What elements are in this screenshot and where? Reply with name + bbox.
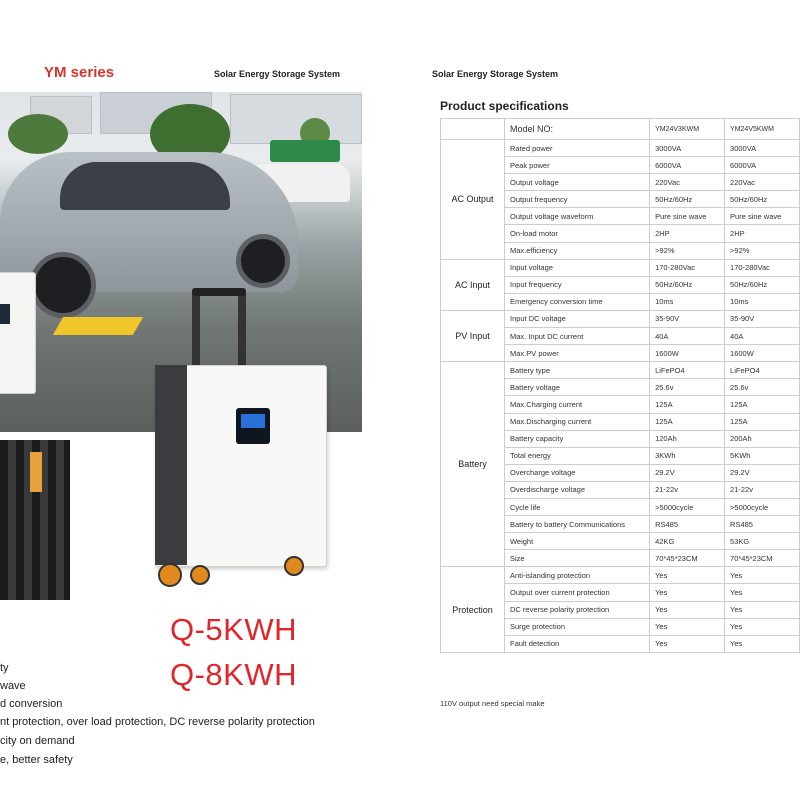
spec-param: Battery capacity: [504, 430, 649, 447]
spec-param: Size: [504, 550, 649, 567]
spec-value-model-1: 120Ah: [650, 430, 725, 447]
spec-value-model-1: LiFePO4: [650, 362, 725, 379]
spec-param: Output over current protection: [504, 584, 649, 601]
spec-value-model-1: RS485: [650, 516, 725, 533]
spec-value-model-1: 50Hz/60Hz: [650, 191, 725, 208]
spec-param: DC reverse polarity protection: [504, 601, 649, 618]
spec-value-model-1: 35-90V: [650, 310, 725, 327]
spec-table: [440, 118, 800, 653]
spec-param: Max.efficiency: [504, 242, 649, 259]
spec-value-model-2: Yes: [725, 601, 800, 618]
spec-value-model-2: RS485: [725, 516, 800, 533]
spec-row: [441, 259, 800, 276]
spec-value-model-2: 50Hz/60Hz: [725, 191, 800, 208]
spec-group-label: PV Input: [441, 310, 505, 361]
spec-value-model-1: 42KG: [650, 533, 725, 550]
spec-param: Overcharge voltage: [504, 464, 649, 481]
spec-row: [441, 310, 800, 327]
spec-value-model-1: 1600W: [650, 345, 725, 362]
spec-value-model-2: 40A: [725, 328, 800, 345]
spec-value-model-2: Pure sine wave: [725, 208, 800, 225]
spec-group-label: Protection: [441, 567, 505, 652]
spec-param: Cycle life: [504, 498, 649, 515]
spec-value-model-1: 3KWh: [650, 447, 725, 464]
spec-value-model-1: Yes: [650, 601, 725, 618]
spec-value-model-1: 70*45*23CM: [650, 550, 725, 567]
feature-line: nt protection, over load protection, DC reverse polarity protection: [0, 716, 315, 728]
spec-param: Max.Discharging current: [504, 413, 649, 430]
spec-param: Surge protection: [504, 618, 649, 635]
spec-value-model-1: 10ms: [650, 293, 725, 310]
right-subtitle: Solar Energy Storage System: [432, 69, 559, 79]
spec-param: Weight: [504, 533, 649, 550]
left-subtitle: Solar Energy Storage System: [214, 69, 341, 79]
model-label-5kwh: Q-5KWH: [170, 612, 297, 647]
spec-value-model-1: 6000VA: [650, 157, 725, 174]
spec-value-model-2: 21-22v: [725, 481, 800, 498]
spec-value-model-2: 29.2V: [725, 464, 800, 481]
spec-value-model-1: 170-280Vac: [650, 259, 725, 276]
spec-value-model-1: Yes: [650, 635, 725, 652]
spec-group-label: AC Output: [441, 140, 505, 260]
spec-param: Input DC voltage: [504, 310, 649, 327]
spec-value-model-2: 6000VA: [725, 157, 800, 174]
series-title: YM series: [44, 64, 115, 81]
spec-value-model-2: 1600W: [725, 345, 800, 362]
spec-param: Battery voltage: [504, 379, 649, 396]
spec-row: [441, 567, 800, 584]
spec-value-model-1: 40A: [650, 328, 725, 345]
spec-value-model-1: Yes: [650, 567, 725, 584]
spec-group-label: Battery: [441, 362, 505, 567]
spec-param: Battery to battery Communications: [504, 516, 649, 533]
spec-param: Emergency conversion time: [504, 293, 649, 310]
spec-param: Output frequency: [504, 191, 649, 208]
spec-param: Max.Charging current: [504, 396, 649, 413]
footnote: 110V output need special make: [440, 699, 545, 708]
spec-row: [441, 140, 800, 157]
spec-value-model-1: 21-22v: [650, 481, 725, 498]
spec-param: Fault detection: [504, 635, 649, 652]
spec-param: On-load motor: [504, 225, 649, 242]
spec-param: Output voltage waveform: [504, 208, 649, 225]
spec-param: Battery type: [504, 362, 649, 379]
spec-value-model-2: Yes: [725, 567, 800, 584]
spec-value-model-2: LiFePO4: [725, 362, 800, 379]
spec-param: Anti-islanding protection: [504, 567, 649, 584]
spec-value-model-1: >5000cycle: [650, 498, 725, 515]
spec-group-label: AC Input: [441, 259, 505, 310]
spec-value-model-2: 70*45*23CM: [725, 550, 800, 567]
header-model-1: YM24V3KWM: [650, 119, 725, 140]
feature-line: d conversion: [0, 698, 63, 710]
spec-value-model-1: 220Vac: [650, 174, 725, 191]
spec-value-model-2: 2HP: [725, 225, 800, 242]
spec-param: Overdischarge voltage: [504, 481, 649, 498]
left-brochure-page: [0, 0, 372, 800]
spec-value-model-1: >92%: [650, 242, 725, 259]
spec-value-model-2: Yes: [725, 635, 800, 652]
spec-value-model-2: >92%: [725, 242, 800, 259]
feature-line: ty: [0, 662, 9, 674]
spec-param: Peak power: [504, 157, 649, 174]
spec-value-model-2: Yes: [725, 584, 800, 601]
right-spec-page: [420, 0, 800, 800]
spec-param: Max.PV power: [504, 345, 649, 362]
spec-value-model-1: Yes: [650, 618, 725, 635]
feature-line: city on demand: [0, 735, 75, 747]
spec-param: Input voltage: [504, 259, 649, 276]
spec-row: [441, 362, 800, 379]
feature-line: wave: [0, 680, 26, 692]
spec-value-model-1: 29.2V: [650, 464, 725, 481]
spec-header-row: [441, 119, 800, 140]
spec-value-model-2: 53KG: [725, 533, 800, 550]
spec-value-model-2: 3000VA: [725, 140, 800, 157]
spec-value-model-1: 125A: [650, 396, 725, 413]
spec-value-model-2: 220Vac: [725, 174, 800, 191]
spec-title: Product specifications: [440, 99, 569, 113]
spec-value-model-2: 200Ah: [725, 430, 800, 447]
spec-value-model-1: 3000VA: [650, 140, 725, 157]
header-model-no: Model NO:: [504, 119, 649, 140]
spec-param: Max. Input DC current: [504, 328, 649, 345]
spec-value-model-1: 25.6v: [650, 379, 725, 396]
spec-value-model-1: 50Hz/60Hz: [650, 276, 725, 293]
spec-value-model-2: 170-280Vac: [725, 259, 800, 276]
spec-param: Output voltage: [504, 174, 649, 191]
spec-value-model-2: Yes: [725, 618, 800, 635]
spec-value-model-1: 125A: [650, 413, 725, 430]
spec-value-model-1: Pure sine wave: [650, 208, 725, 225]
spec-value-model-2: 25.6v: [725, 379, 800, 396]
spec-value-model-2: 50Hz/60Hz: [725, 276, 800, 293]
spec-param: Input frequency: [504, 276, 649, 293]
feature-line: e, better safety: [0, 754, 73, 766]
spec-value-model-1: 2HP: [650, 225, 725, 242]
spec-value-model-1: Yes: [650, 584, 725, 601]
spec-value-model-2: 5KWh: [725, 447, 800, 464]
spec-value-model-2: 125A: [725, 396, 800, 413]
spec-value-model-2: >5000cycle: [725, 498, 800, 515]
model-label-8kwh: Q-8KWH: [170, 657, 297, 692]
spec-param: Total energy: [504, 447, 649, 464]
spec-value-model-2: 35-90V: [725, 310, 800, 327]
spec-value-model-2: 125A: [725, 413, 800, 430]
header-model-2: YM24V5KWM: [725, 119, 800, 140]
spec-value-model-2: 10ms: [725, 293, 800, 310]
spec-param: Rated power: [504, 140, 649, 157]
